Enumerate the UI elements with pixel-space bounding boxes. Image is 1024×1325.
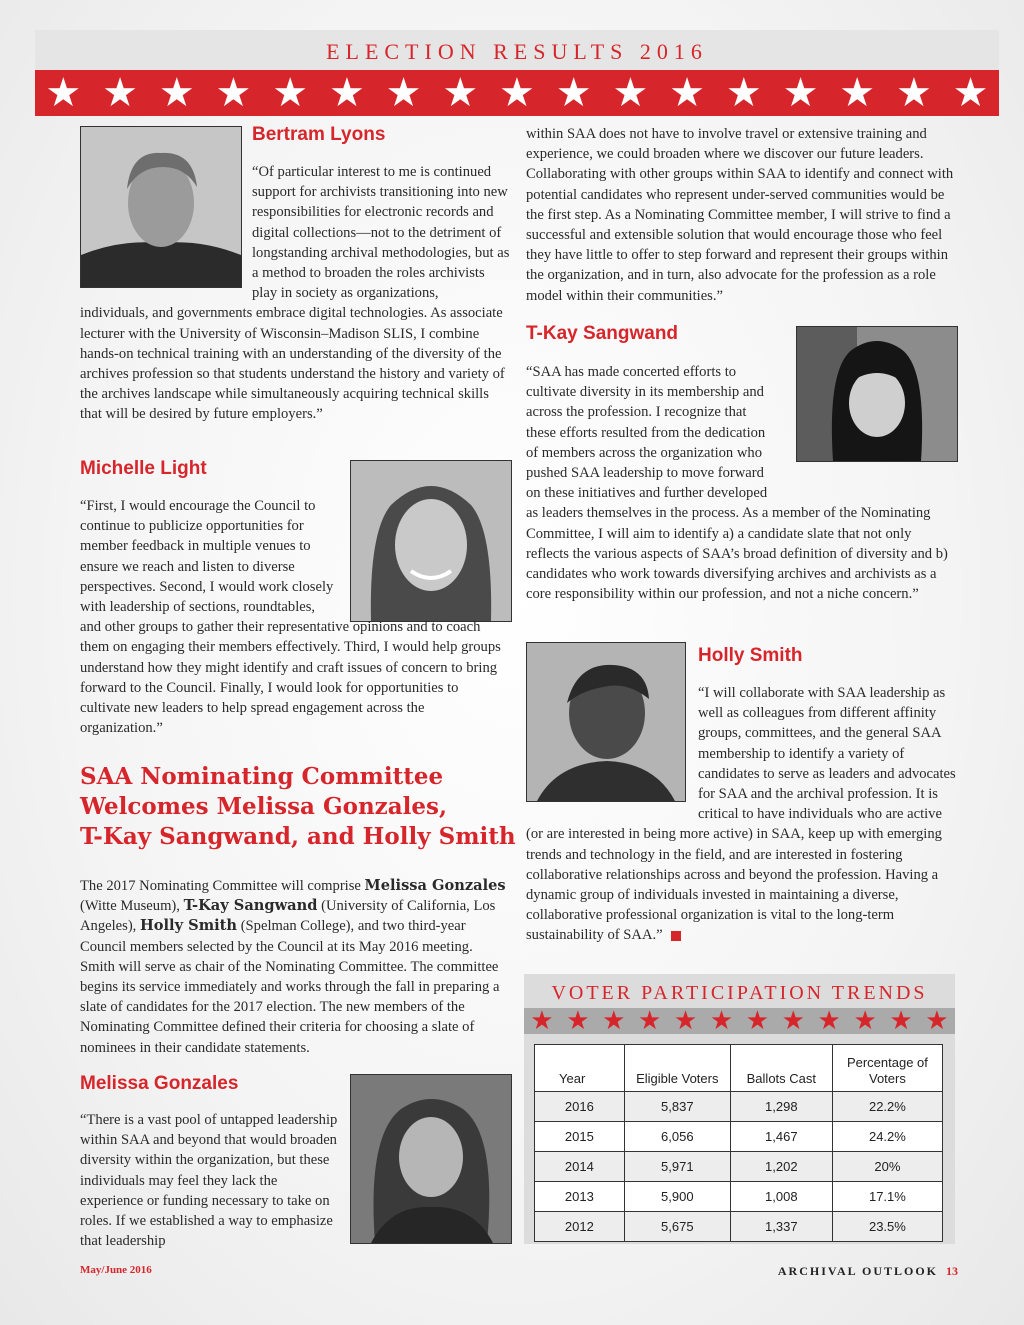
melissa-gonzales-statement: “There is a vast pool of untapped leadership within SAA and beyond that would broaden diversity within the organization, but these individuals may feel they lack the experience or funding necessary to take on roles. If we established a way to emphasize that leadership — [80, 1112, 338, 1250]
table-row — [535, 1122, 943, 1152]
intro-name-melissa: Melissa Gonzales — [364, 877, 506, 894]
star-icon: ★ — [499, 70, 535, 116]
star-icon: ★ — [530, 1006, 554, 1036]
ballots-cast-cell: 1,008 — [730, 1182, 832, 1212]
holly-smith-statement-text: “I will collaborate with SAA leadership as well as colleagues from different affinity groups, committees, and the general SAA membership to identify a variety of candidates to serve as leaders and advocates for SAA and the archival profession. It is critical to have individuals who are active (or are interested in being more active) in SAA, keep up with emerging trends and technology in the field, and are interested in fostering collaborative relationships across and beyond the profession. Having a dynamic group of individuals invested in maintaining a diverse, collaborative professional organization is vital to the long-term sustainability of SAA.” — [526, 685, 956, 944]
voter-participation-box — [524, 974, 955, 1244]
tkay-sangwand-statement-text: “SAA has made concerted efforts to cultivate diversity in its membership and across the profession. I recognize that these efforts resulted from the dedication of members across the organization who pushed SAA leadership to move forward on these initiatives and further developed as leaders themselves in the process. As a member of the Nominating Committee, I will aim to identify a) a candidate slate that not only reflects the various aspects of SAA’s broad definition of diversity and b) candidates who work towards diversifying archives and archivists as a core responsibility within our profession, and not a niche concern.” — [526, 364, 948, 603]
section-banner — [35, 30, 999, 70]
holly-smith-statement — [526, 683, 956, 946]
tkay-sangwand-name: T-Kay Sangwand — [526, 323, 679, 344]
star-icon: ★ — [566, 1006, 590, 1036]
intro-part-1: The 2017 Nominating Committee will comprise — [80, 878, 365, 894]
eligible-voters-cell: 5,675 — [624, 1212, 730, 1242]
michelle-light-statement-text: “First, I would encourage the Council to continue to publicize opportunities for member feedback in multiple venues to ensure we reach and listen to diverse perspectives. Second, I would work closely with leadership of sections, roundtables, and other groups to gather their representative opinions and to coach them on engaging their members effectively. Third, I would help groups understand how they might identify and craft issues of concern to bring forward to the Council. Finally, I would look for opportunities to cultivate new leaders to help spread engagement across the organization.” — [80, 498, 501, 737]
star-icon: ★ — [709, 1006, 734, 1036]
star-icon: ★ — [725, 70, 762, 116]
article-intro — [80, 876, 510, 1058]
holly-smith-name: Holly Smith — [698, 645, 803, 666]
star-icon: ★ — [781, 1006, 805, 1036]
article-headline — [80, 762, 520, 852]
star-icon: ★ — [895, 70, 932, 116]
percentage-cell: 24.2% — [832, 1122, 942, 1152]
year-cell: 2012 — [535, 1212, 625, 1242]
melissa-gonzales-statement-continued: within SAA does not have to involve travel or extensive training and experience, we could broaden where we discover our future leaders. Collaborating with other groups within SAA to identify and connect with potential candidates who represent under-served communities would be the first step. As a Nominating Committee member, I will strive to find a successful and extensible solution that would encourage those who feel they have little to offer to step forward and represent their groups within the organization, and in turn, also advocate for the profession as a role model within their communities.” — [526, 126, 954, 304]
header-percentage: Percentage of Voters — [832, 1045, 942, 1092]
star-icon: ★ — [782, 70, 819, 116]
eligible-voters-cell: 5,971 — [624, 1152, 730, 1182]
publication-footer — [778, 1264, 958, 1279]
star-icon: ★ — [745, 1006, 770, 1036]
headline-line-1: SAA Nominating Committee — [80, 763, 444, 790]
headline-line-3: T-Kay Sangwand, and Holly Smith — [80, 823, 516, 850]
ballots-cast-cell: 1,467 — [730, 1122, 832, 1152]
star-icon: ★ — [442, 70, 479, 116]
ballots-cast-cell: 1,298 — [730, 1092, 832, 1122]
star-icon: ★ — [673, 1006, 698, 1036]
header-eligible-voters: Eligible Voters — [624, 1045, 730, 1092]
table-row — [535, 1152, 943, 1182]
issue-date: May/June 2016 — [80, 1264, 152, 1276]
header-ballots-cast: Ballots Cast — [730, 1045, 832, 1092]
star-icon: ★ — [158, 70, 195, 116]
voter-stars-bar — [524, 1008, 955, 1034]
intro-name-holly: Holly Smith — [139, 917, 238, 935]
year-cell: 2014 — [535, 1152, 625, 1182]
headline-line-2: Welcomes Melissa Gonzales, — [80, 793, 447, 820]
star-icon: ★ — [839, 70, 876, 116]
year-cell: 2016 — [535, 1092, 625, 1122]
table-row — [535, 1212, 943, 1242]
star-icon: ★ — [669, 70, 706, 116]
photo-wrap-spacer — [526, 683, 698, 823]
percentage-cell: 22.2% — [832, 1092, 942, 1122]
percentage-cell: 17.1% — [832, 1182, 942, 1212]
intro-part-3: (University of California, Los Angeles), — [80, 898, 496, 935]
melissa-gonzales-name: Melissa Gonzales — [80, 1073, 239, 1094]
intro-part-4: (Spelman College), and two third-year Council members selected by the Council at its May 2016 meeting. Smith will serve as chair of the Nominating Committee. The committee begins its service immediately and works through the fall in preparing a slate of candidates for the 2017 election. The new members of the Nominating Committee defined their criteria for choosing a slate of nominees in their candidate statements. — [80, 918, 500, 1056]
photo-wrap-spacer — [780, 362, 956, 502]
star-icon: ★ — [889, 1006, 913, 1036]
percentage-cell: 23.5% — [832, 1212, 942, 1242]
year-cell: 2013 — [535, 1182, 625, 1212]
intro-name-tkay: T-Kay Sangwand — [183, 897, 318, 915]
michelle-light-name: Michelle Light — [80, 458, 207, 479]
star-icon: ★ — [817, 1006, 841, 1036]
voter-participation-table — [534, 1044, 943, 1242]
star-icon: ★ — [272, 70, 309, 116]
year-cell: 2015 — [535, 1122, 625, 1152]
end-of-article-mark — [671, 931, 681, 941]
publication-name: ARCHIVAL OUTLOOK — [777, 1264, 938, 1278]
bertram-lyons-statement — [80, 162, 510, 425]
stars-bar — [35, 70, 999, 116]
voter-participation-title: VOTER PARTICIPATION TRENDS — [551, 982, 928, 1004]
star-icon: ★ — [952, 70, 989, 116]
banner-title: ELECTION RESULTS 2016 — [326, 39, 708, 64]
table-header-row — [535, 1045, 943, 1092]
photo-wrap-spacer — [338, 496, 510, 616]
photo-wrap-spacer — [80, 162, 252, 300]
melissa-gonzales-photo — [350, 1074, 512, 1244]
star-icon: ★ — [328, 70, 365, 116]
tkay-sangwand-statement — [526, 362, 956, 604]
percentage-cell: 20% — [832, 1152, 942, 1182]
table-row — [535, 1092, 943, 1122]
ballots-cast-cell: 1,202 — [730, 1152, 832, 1182]
star-icon: ★ — [45, 70, 82, 116]
header-year: Year — [535, 1045, 625, 1092]
star-icon: ★ — [925, 1006, 949, 1036]
table-row — [535, 1182, 943, 1212]
intro-part-2: (Witte Museum), — [80, 898, 184, 915]
star-icon: ★ — [555, 70, 592, 116]
eligible-voters-cell: 5,837 — [624, 1092, 730, 1122]
eligible-voters-cell: 6,056 — [624, 1122, 730, 1152]
eligible-voters-cell: 5,900 — [624, 1182, 730, 1212]
page-number: 13 — [946, 1264, 958, 1278]
table-body — [535, 1092, 943, 1242]
star-icon: ★ — [385, 70, 422, 116]
ballots-cast-cell: 1,337 — [730, 1212, 832, 1242]
star-icon: ★ — [602, 1006, 626, 1036]
star-icon: ★ — [612, 70, 649, 116]
star-icon: ★ — [215, 70, 252, 116]
michelle-light-statement — [80, 496, 510, 738]
star-icon: ★ — [638, 1006, 662, 1036]
star-icon: ★ — [853, 1006, 877, 1036]
star-icon: ★ — [102, 70, 138, 116]
bertram-lyons-name: Bertram Lyons — [252, 124, 386, 145]
bertram-lyons-statement-text: “Of particular interest to me is continued support for archivists transitioning into new responsibilities for electronic records and digital collections—not to the detriment of longstanding archival methodologies, but as a method to broaden the roles archivists play in society as organizations, individuals, and governments embrace digital technologies. As associate lecturer with the University of Wisconsin–Madison SLIS, I combine hands-on technical training with an understanding of the diversity of the archives profession so that students understand the history and variety of the archives landscape while simultaneously acquiring technical skills that will be desired by future employers.” — [80, 164, 510, 423]
